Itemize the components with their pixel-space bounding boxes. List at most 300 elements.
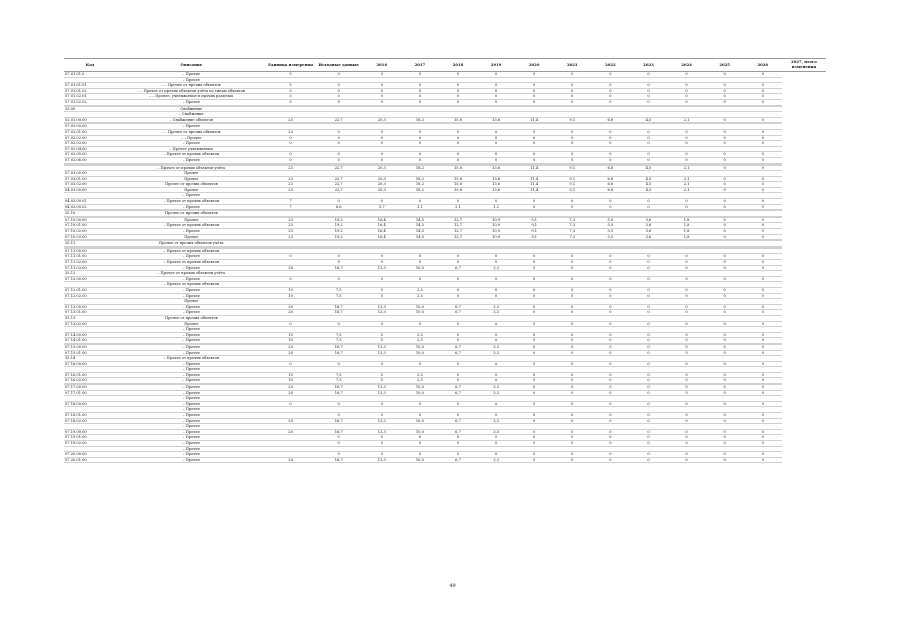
row-value: 0	[744, 72, 782, 78]
row-unit: 10	[267, 378, 315, 384]
row-name: – Прочее	[116, 332, 266, 338]
header-year: 2026	[744, 59, 782, 72]
row-value: 0	[706, 413, 744, 419]
row-value: 0	[553, 310, 591, 316]
row-value: 0	[668, 83, 706, 89]
row-value: 16,7	[315, 310, 363, 316]
row-value: 0	[744, 199, 782, 205]
row-value: 0	[553, 135, 591, 141]
row-value: 6,8	[591, 117, 629, 123]
row-value: 0	[668, 157, 706, 163]
row-value: 5	[363, 293, 401, 299]
row-code: 07.18.01.00	[64, 413, 116, 419]
row-value: 19,2	[315, 223, 363, 229]
row-name: – Прочее	[116, 435, 266, 441]
row-value: 10,0	[401, 344, 439, 350]
row-value: 0	[553, 344, 591, 350]
row-code: 07.10.00.00	[64, 217, 116, 223]
row-value: 0	[744, 332, 782, 338]
header-year: 2016	[363, 59, 401, 72]
row-value: 0	[553, 94, 591, 100]
row-value: 0	[629, 344, 667, 350]
row-value: 0	[591, 429, 629, 435]
row-value: 0	[668, 401, 706, 407]
row-value: 0	[477, 260, 515, 266]
row-name: – Прочее	[116, 401, 266, 407]
row-code: 07.15.00.00	[64, 344, 116, 350]
row-value: 6,7	[439, 310, 477, 316]
row-value: 0	[553, 88, 591, 94]
row-value: 0	[706, 287, 744, 293]
row-value: 0	[315, 435, 363, 441]
row-value: 0	[744, 304, 782, 310]
row-value: 0	[591, 199, 629, 205]
row-value: 0	[591, 135, 629, 141]
row-value: 0	[706, 435, 744, 441]
row-value: 0	[553, 152, 591, 158]
row-value: 9,1	[553, 117, 591, 123]
row-value: 0	[706, 254, 744, 260]
header-year: 2017	[401, 59, 439, 72]
row-value: 13,3	[363, 429, 401, 435]
row-unit: 10	[267, 372, 315, 378]
row-value: 0	[553, 390, 591, 396]
row-value: 7,5	[315, 372, 363, 378]
row-value: 0	[668, 141, 706, 147]
row-value: 0	[591, 276, 629, 282]
row-value: 0	[629, 457, 667, 463]
row-name: – Прочее	[116, 229, 266, 235]
row-value: 0	[477, 361, 515, 367]
row-name: – Прочее	[116, 396, 266, 402]
row-value: 9,1	[515, 229, 553, 235]
row-value: 2,5	[401, 372, 439, 378]
row-value: 0	[591, 390, 629, 396]
row-value: 0	[744, 435, 782, 441]
row-name: Прочее	[116, 299, 266, 305]
row-value: 0	[668, 372, 706, 378]
row-value: 0	[706, 310, 744, 316]
row-value: 0	[629, 94, 667, 100]
row-value: 0	[744, 129, 782, 135]
row-value: 16,7	[315, 265, 363, 271]
row-value: 0	[591, 457, 629, 463]
row-value: 11,4	[515, 182, 553, 188]
row-value: 0	[706, 293, 744, 299]
row-value: 7,5	[315, 338, 363, 344]
row-name: – Прочее	[116, 390, 266, 396]
row-unit: 0	[267, 361, 315, 367]
row-value: 0	[315, 441, 363, 447]
row-value: 0	[629, 332, 667, 338]
row-value: 9,1	[515, 234, 553, 240]
row-value: 13,6	[477, 182, 515, 188]
row-unit: 5	[267, 72, 315, 78]
row-value: 0	[629, 378, 667, 384]
row-code: 07.03.01.00	[64, 176, 116, 182]
row-code: 07.01.01.01	[64, 83, 116, 89]
row-value: 0	[439, 157, 477, 163]
row-value: 12,7	[439, 217, 477, 223]
row-value: 0	[553, 254, 591, 260]
row-name: – Прочее	[116, 446, 266, 452]
row-value: 11,4	[515, 165, 553, 171]
row-value: 6,8	[591, 176, 629, 182]
row-value: 0	[553, 287, 591, 293]
row-value: 0	[629, 361, 667, 367]
row-value: 0	[629, 99, 667, 105]
header-year: 2025	[706, 59, 744, 72]
row-value: 0	[363, 199, 401, 205]
row-unit: 20	[267, 304, 315, 310]
row-unit: 7	[267, 204, 315, 210]
row-name: – Прочее от прочих объектов	[116, 152, 266, 158]
row-value: 15,8	[439, 165, 477, 171]
row-value: 0	[553, 401, 591, 407]
row-code: 04.03.00.00	[64, 187, 116, 193]
row-value: 0	[668, 350, 706, 356]
row-value: 0	[591, 141, 629, 147]
row-value: 0	[553, 72, 591, 78]
row-value: 6,7	[439, 385, 477, 391]
row-value: 0	[401, 321, 439, 327]
row-value: 6,7	[439, 457, 477, 463]
row-value: 5	[363, 287, 401, 293]
row-value: 1,8	[668, 234, 706, 240]
row-value: 0	[553, 378, 591, 384]
row-value: 0	[553, 429, 591, 435]
row-unit: 10	[267, 287, 315, 293]
row-unit: 10	[267, 332, 315, 338]
row-value: 0	[363, 254, 401, 260]
row-name: – Прочее	[116, 304, 266, 310]
row-value: 0	[515, 157, 553, 163]
row-code: 07.02.03.00	[64, 141, 116, 147]
table-row	[64, 457, 826, 463]
row-value: 15,8	[439, 182, 477, 188]
row-code: 07.14.01.00	[64, 338, 116, 344]
row-value: 0	[591, 293, 629, 299]
row-value: 9,1	[553, 182, 591, 188]
row-name: – Прочее	[116, 378, 266, 384]
row-name: – – Прочее от прочих объектов	[116, 83, 266, 89]
row-value: 19,2	[315, 229, 363, 235]
row-value: 5,5	[591, 234, 629, 240]
row-value: 3,3	[477, 429, 515, 435]
row-code: 07.03.02.00	[64, 182, 116, 188]
row-value: 0	[315, 260, 363, 266]
row-value: 0	[591, 413, 629, 419]
row-name: Прочее	[116, 321, 266, 327]
row-value: 0	[401, 88, 439, 94]
row-value: 0	[515, 413, 553, 419]
row-value: 0	[744, 310, 782, 316]
row-name: Прочее от прочих объектов	[116, 182, 266, 188]
row-value: 4,5	[629, 165, 667, 171]
row-value: 0	[515, 293, 553, 299]
row-name: – – Прочее, учитываемое в прочих разделах	[116, 94, 266, 100]
row-value: 0	[744, 176, 782, 182]
row-value: 0	[629, 83, 667, 89]
row-value: 0	[515, 129, 553, 135]
row-value: 0	[706, 141, 744, 147]
row-value: 0	[668, 435, 706, 441]
row-value: 0	[553, 338, 591, 344]
row-value: 12,7	[439, 229, 477, 235]
row-value: 0	[363, 157, 401, 163]
row-value: 9,1	[515, 217, 553, 223]
row-value: 0	[706, 223, 744, 229]
row-value: 0	[363, 321, 401, 327]
row-code: 07.11.01.00	[64, 254, 116, 260]
row-value: 0	[744, 260, 782, 266]
row-value: 13,3	[363, 418, 401, 424]
row-value: 0	[591, 72, 629, 78]
row-name: – Прочее	[116, 429, 266, 435]
row-unit: 23	[267, 234, 315, 240]
row-value: 13,3	[363, 310, 401, 316]
row-code: 07.20.01.00	[64, 457, 116, 463]
row-value: 9,1	[553, 176, 591, 182]
row-value: 7,3	[553, 217, 591, 223]
row-unit: 5	[267, 99, 315, 105]
row-value: 0	[629, 350, 667, 356]
row-value: 0	[515, 338, 553, 344]
row-value: 0	[591, 350, 629, 356]
row-value: 0	[315, 83, 363, 89]
row-unit: 20	[267, 390, 315, 396]
row-value: 0	[668, 457, 706, 463]
row-value: 0	[477, 199, 515, 205]
row-value: 13,3	[363, 385, 401, 391]
row-value: 0	[591, 441, 629, 447]
row-value: 0	[706, 72, 744, 78]
row-code: 04.03.00.02	[64, 204, 116, 210]
row-value: 0	[744, 413, 782, 419]
row-value: 0	[744, 165, 782, 171]
row-code: 07.13.00.00	[64, 304, 116, 310]
row-value: 0	[363, 152, 401, 158]
row-code: 07.18.00.00	[64, 401, 116, 407]
row-value: 16,7	[315, 344, 363, 350]
row-code: 07.13.01.00	[64, 310, 116, 316]
row-value: 0	[668, 129, 706, 135]
row-code: 07.10.01.00	[64, 223, 116, 229]
row-value: 20,3	[363, 117, 401, 123]
row-value: 6,8	[591, 165, 629, 171]
row-name: – – Прочее от прочих объектов учёта по типам объектов	[116, 88, 266, 94]
row-value: 0	[477, 141, 515, 147]
row-value: 0	[629, 304, 667, 310]
row-value: 0	[629, 452, 667, 458]
row-value: 13,3	[363, 304, 401, 310]
row-value: 0	[744, 88, 782, 94]
row-value: 0	[315, 361, 363, 367]
row-unit: 23	[267, 129, 315, 135]
row-unit: 20	[267, 344, 315, 350]
row-value: 0	[363, 413, 401, 419]
row-value: 0	[706, 229, 744, 235]
row-code: 35.11	[64, 241, 116, 247]
row-value: 1,8	[668, 223, 706, 229]
row-value: 2,5	[401, 287, 439, 293]
row-value: 0	[477, 135, 515, 141]
row-value: 0	[744, 287, 782, 293]
row-value: 3,6	[629, 217, 667, 223]
row-value: 0	[629, 435, 667, 441]
row-value: 10,0	[401, 350, 439, 356]
row-value: 0	[706, 452, 744, 458]
row-value: 2,5	[401, 332, 439, 338]
row-value: 0	[439, 88, 477, 94]
row-value: 3,1	[401, 204, 439, 210]
row-value: 0	[706, 94, 744, 100]
row-value: 9,1	[553, 187, 591, 193]
row-value: 11,4	[515, 176, 553, 182]
row-unit: 23	[267, 165, 315, 171]
row-code: 07.01.01.02	[64, 88, 116, 94]
row-value: 1,8	[668, 217, 706, 223]
row-value: 0	[401, 441, 439, 447]
row-value: 0	[515, 310, 553, 316]
row-value: 18,2	[401, 176, 439, 182]
row-value: 0	[439, 378, 477, 384]
row-name: – Прочее	[116, 452, 266, 458]
row-value: 0	[744, 338, 782, 344]
row-value: 0	[477, 129, 515, 135]
row-value: 0	[439, 199, 477, 205]
row-value: 0	[439, 129, 477, 135]
header-total: 2027, итого изменения	[782, 59, 826, 72]
row-value: 0	[401, 401, 439, 407]
row-code: 07.10.03.00	[64, 234, 116, 240]
row-value: 11,4	[515, 117, 553, 123]
row-value: 0	[591, 304, 629, 310]
row-name: – Прочее	[116, 141, 266, 147]
row-value: 0	[706, 117, 744, 123]
row-value: 0	[629, 254, 667, 260]
row-value: 7,3	[553, 229, 591, 235]
row-code: 07.18.02.00	[64, 418, 116, 424]
row-value: 0	[515, 361, 553, 367]
row-value: 13,3	[363, 265, 401, 271]
row-value: 0	[591, 88, 629, 94]
row-value: 0	[439, 99, 477, 105]
row-unit: 10	[267, 293, 315, 299]
row-value: 0	[439, 372, 477, 378]
row-value: 0	[439, 338, 477, 344]
header-code: Код	[64, 59, 116, 72]
row-value: 0	[515, 372, 553, 378]
row-value: 6,8	[591, 182, 629, 188]
row-value: 0	[477, 435, 515, 441]
row-value: 5	[363, 332, 401, 338]
row-value: 0	[629, 135, 667, 141]
row-value: 0	[315, 452, 363, 458]
row-value: 2,1	[668, 176, 706, 182]
row-unit: 5	[267, 94, 315, 100]
row-value: 0	[439, 152, 477, 158]
row-value: 0	[744, 141, 782, 147]
row-value: 0	[706, 361, 744, 367]
row-name: – Прочее учитываемое	[116, 146, 266, 152]
row-value: 0	[515, 276, 553, 282]
row-value: 0	[363, 72, 401, 78]
row-value: 0	[629, 338, 667, 344]
row-value: 0	[744, 401, 782, 407]
row-name: – Прочее	[116, 310, 266, 316]
row-name: – Прочее от прочих объектов	[116, 282, 266, 288]
row-value: 0	[553, 260, 591, 266]
row-value: 0	[706, 304, 744, 310]
row-value: 0	[477, 321, 515, 327]
row-name: – Прочее от прочих объектов	[116, 356, 266, 362]
row-value: 0	[401, 452, 439, 458]
row-unit: 23	[267, 182, 315, 188]
row-value: 2,5	[401, 338, 439, 344]
row-name: – Прочее	[116, 441, 266, 447]
row-value: 0	[629, 276, 667, 282]
row-value: 16,7	[315, 385, 363, 391]
row-unit: 0	[267, 401, 315, 407]
row-value: 0	[439, 254, 477, 260]
row-value: 0	[515, 321, 553, 327]
row-value: 0	[591, 344, 629, 350]
row-value: 0	[629, 418, 667, 424]
row-value: 0	[629, 390, 667, 396]
row-code: 07.02.00.00	[64, 124, 116, 130]
row-value: 6,7	[439, 350, 477, 356]
row-name: – Прочее	[116, 287, 266, 293]
row-value: 0	[706, 401, 744, 407]
row-value: 0	[706, 385, 744, 391]
row-value: 0	[553, 441, 591, 447]
header-year: 2022	[591, 59, 629, 72]
row-value: 0	[401, 72, 439, 78]
row-value: 0	[439, 260, 477, 266]
row-value: 0	[591, 265, 629, 271]
row-value: 0	[363, 135, 401, 141]
row-value: 14,5	[401, 229, 439, 235]
row-value: 0	[401, 157, 439, 163]
row-value: 0	[553, 293, 591, 299]
row-value: 0	[591, 254, 629, 260]
row-value: 0	[439, 452, 477, 458]
row-value: 0	[706, 165, 744, 171]
row-value: 0	[363, 452, 401, 458]
row-value: 0	[668, 452, 706, 458]
row-name: – Прочее от прочих объектов	[116, 248, 266, 254]
row-value: 0	[553, 99, 591, 105]
row-value: 0	[591, 94, 629, 100]
row-value: 0	[629, 204, 667, 210]
row-value: 0	[439, 293, 477, 299]
row-unit: 20	[267, 350, 315, 356]
row-name: – Прочее	[116, 254, 266, 260]
row-value: 2,1	[668, 182, 706, 188]
row-value: 2,1	[668, 165, 706, 171]
row-value: 6,7	[439, 344, 477, 350]
row-value: 0	[668, 287, 706, 293]
row-value: 10,0	[401, 429, 439, 435]
row-value: 0	[477, 401, 515, 407]
row-value: 0	[315, 321, 363, 327]
row-value: 0	[401, 276, 439, 282]
row-unit: 23	[267, 217, 315, 223]
row-value: 16,4	[363, 229, 401, 235]
row-value: 5	[363, 372, 401, 378]
row-name: – Прочее	[116, 372, 266, 378]
